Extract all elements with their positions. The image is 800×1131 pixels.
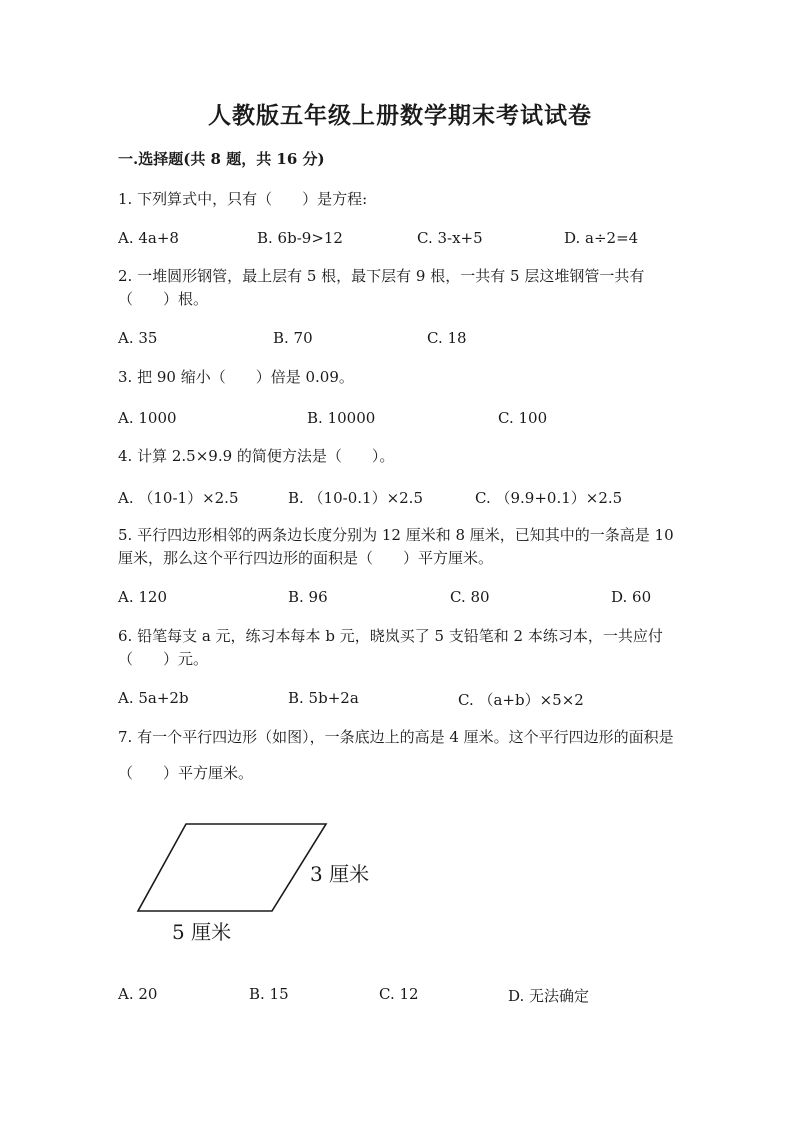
option-b[interactable]: B. 96 [288,588,328,606]
option-d[interactable]: D. 无法确定 [508,987,590,1005]
option-c[interactable]: C. 80 [450,588,490,606]
option-c[interactable]: C. 18 [427,329,467,347]
option-b[interactable]: B. 70 [273,329,313,347]
parallelogram-shape [138,824,326,911]
question-1: 1. 下列算式中，只有（ ）是方程: [118,190,368,208]
option-b[interactable]: B. （10-0.1）×2.5 [288,489,423,507]
option-a[interactable]: A. （10-1）×2.5 [118,489,239,507]
option-c[interactable]: C. 100 [498,409,548,427]
section-heading: 一.选择题(共 8 题，共 16 分) [118,150,325,168]
option-b[interactable]: B. 15 [249,985,289,1003]
option-c[interactable]: C. （a+b）×5×2 [458,691,584,709]
question-5: 5. 平行四边形相邻的两条边长度分别为 12 厘米和 8 厘米，已知其中的一条高是 10 厘米，那么这个平行四边形的面积是（ ）平方厘米。 [118,526,674,567]
question-2-options [118,329,698,351]
option-b[interactable]: B. 6b-9>12 [257,229,343,247]
side-length-label: 3 厘米 [310,862,370,886]
option-a[interactable]: A. 120 [118,588,167,606]
question-5-options [118,588,698,610]
question-7: 7. 有一个平行四边形（如图），一条底边上的高是 4 厘米。这个平行四边形的面积是（ ）平方厘米。 [118,728,674,782]
option-a[interactable]: A. 1000 [118,409,177,427]
option-d[interactable]: D. 60 [611,588,652,606]
option-a[interactable]: A. 20 [118,985,158,1003]
parallelogram-figure [130,812,390,952]
question-4-options [118,487,698,509]
parallelogram-diagram [130,812,390,952]
question-6-options [118,689,698,711]
option-c[interactable]: C. （9.9+0.1）×2.5 [475,489,623,507]
question-3-options [118,409,698,431]
page-title: 人教版五年级上册数学期末考试试卷 [208,102,592,129]
option-b[interactable]: B. 10000 [307,409,376,427]
question-6: 6. 铅笔每支 a 元，练习本每本 b 元，晓岚买了 5 支铅笔和 2 本练习本，一共应付（ ）元。 [118,627,663,668]
question-1-options [118,229,698,251]
option-a[interactable]: A. 4a+8 [118,229,179,247]
option-d[interactable]: D. a÷2=4 [564,229,639,247]
option-a[interactable]: A. 5a+2b [118,689,189,707]
question-3: 3. 把 90 缩小（ ）倍是 0.09。 [118,368,354,386]
question-4: 4. 计算 2.5×9.9 的简便方法是（ ）。 [118,447,395,465]
base-length-label: 5 厘米 [172,920,232,944]
option-c[interactable]: C. 12 [379,985,419,1003]
option-c[interactable]: C. 3-x+5 [417,229,483,247]
question-7-options [118,985,698,1007]
question-2: 2. 一堆圆形钢管，最上层有 5 根，最下层有 9 根，一共有 5 层这堆钢管一共有（ ）根。 [118,267,645,308]
option-a[interactable]: A. 35 [118,329,158,347]
option-b[interactable]: B. 5b+2a [288,689,359,707]
